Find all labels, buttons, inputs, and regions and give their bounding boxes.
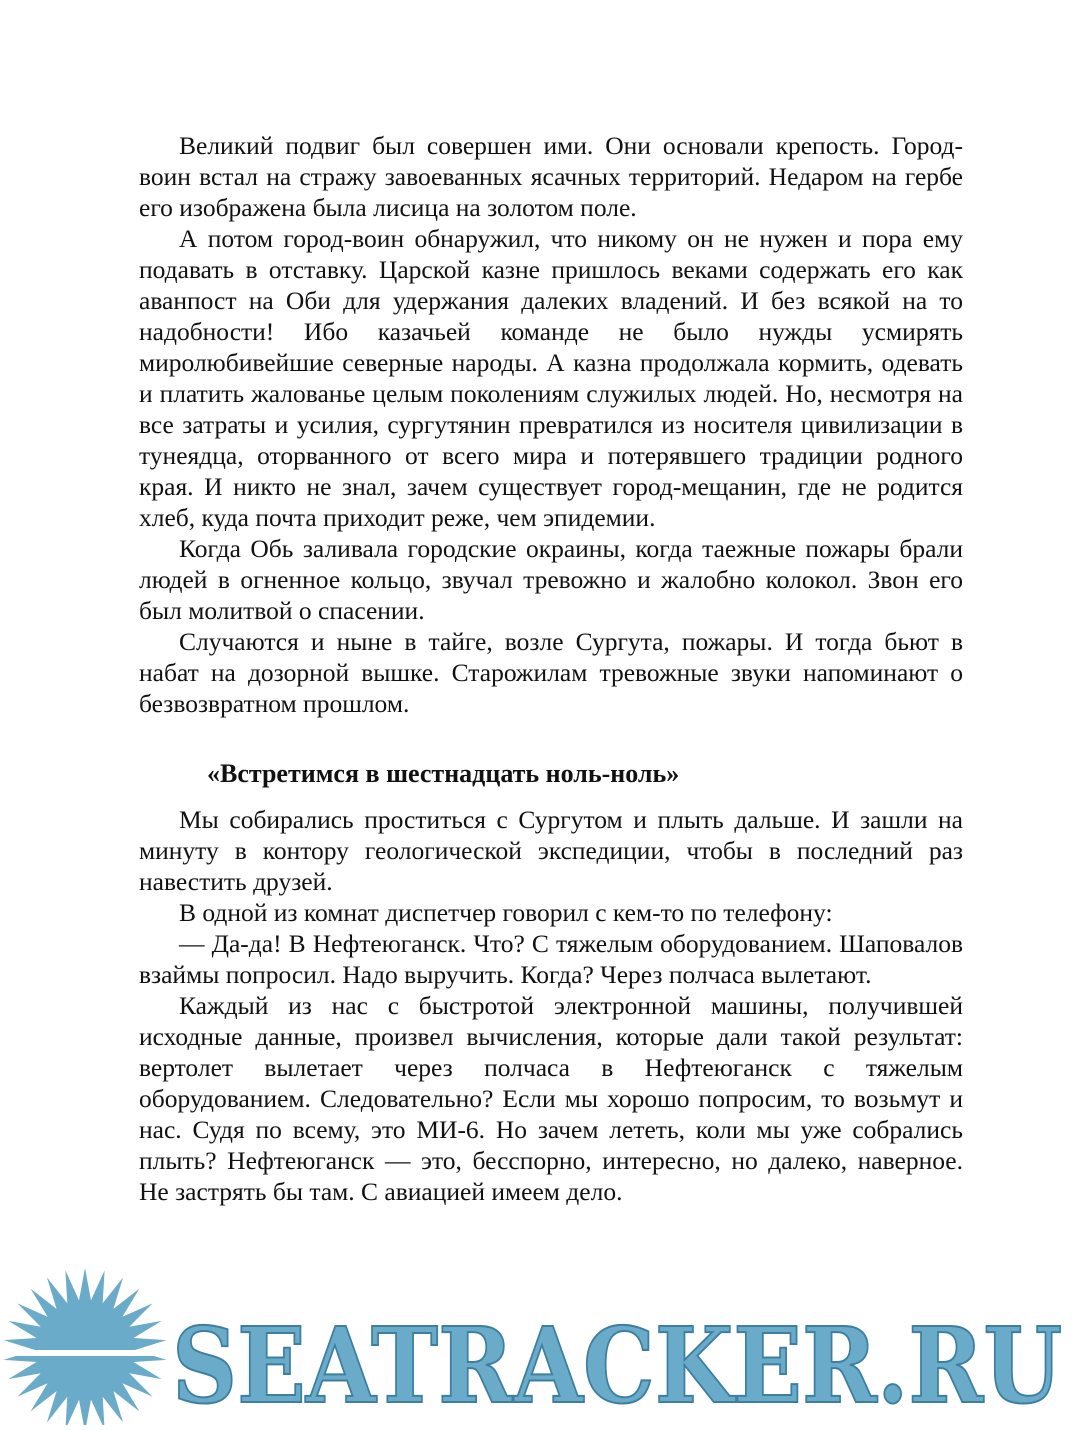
paragraph: Великий подвиг был совершен ими. Они основали крепость. Город-воин встал на стражу завоеванных ясачных территорий. Недаром на гербе его изображена была лисица на золотом поле.	[139, 131, 963, 222]
section-heading: «Встретимся в шестнадцать ноль-ноль»	[207, 759, 680, 788]
watermark	[0, 1262, 1080, 1425]
paragraph: Когда Обь заливала городские окраины, когда таежные пожары брали людей в огненное кольцо, звучал тревожно и жалобно колокол. Звон его был молитвой о спасении.	[139, 534, 963, 625]
paragraph: — Да-да! В Нефтеюганск. Что? С тяжелым оборудованием. Шаповалов взаймы попросил. Надо выручить. Когда? Через полчаса вылетают.	[139, 929, 963, 989]
paragraph: Каждый из нас с быстротой электронной машины, получившей исходные данные, произвел вычисления, которые дали такой результат: вертолет вылетает через полчаса в Нефтеюганск с тяжелым оборудованием. Следовательно? Если мы хорошо попросим, то возьмут и нас. Судя по всему, это МИ-6. Но зачем лететь, коли мы уже собрались плыть? Нефтеюганск — это, бесспорно, интересно, но далеко, наверное. Не застрять бы там. С авиацией имеем дело.	[139, 991, 963, 1206]
paragraph: Мы собирались проститься с Сургутом и плыть дальше. И зашли на минуту в контору геологической экспедиции, чтобы в последний раз навестить друзей.	[139, 805, 963, 896]
document-page	[139, 130, 963, 1207]
paragraph: В одной из комнат диспетчер говорил с кем-то по телефону:	[179, 898, 833, 927]
paragraph: Случаются и ныне в тайге, возле Сургута, пожары. И тогда бьют в набат на дозорной вышке. Старожилам тревожные звуки напоминают о безвозвратном прошлом.	[139, 627, 963, 718]
sun-icon	[0, 1268, 175, 1425]
paragraph: А потом город-воин обнаружил, что никому он не нужен и пора ему подавать в отставку. Царской казне пришлось веками содержать его как аванпост на Оби для удержания далеких владений. И без всякой на то надобности! Ибо казачьей команде не было нужды усмирять миролюбивейшие северные народы. А казна продолжала кормить, одевать и платить жалованье целым поколениям служилых людей. Но, несмотря на все затраты и усилия, сургутянин превратился из носителя цивилизации в тунеядца, оторванного от всего мира и потерявшего традиции родного края. И никто не знал, зачем существует город-мещанин, где не родится хлеб, куда почта приходит реже, чем эпидемии.	[139, 224, 963, 532]
watermark-text: SEATRACKER.RU	[172, 1304, 1062, 1425]
